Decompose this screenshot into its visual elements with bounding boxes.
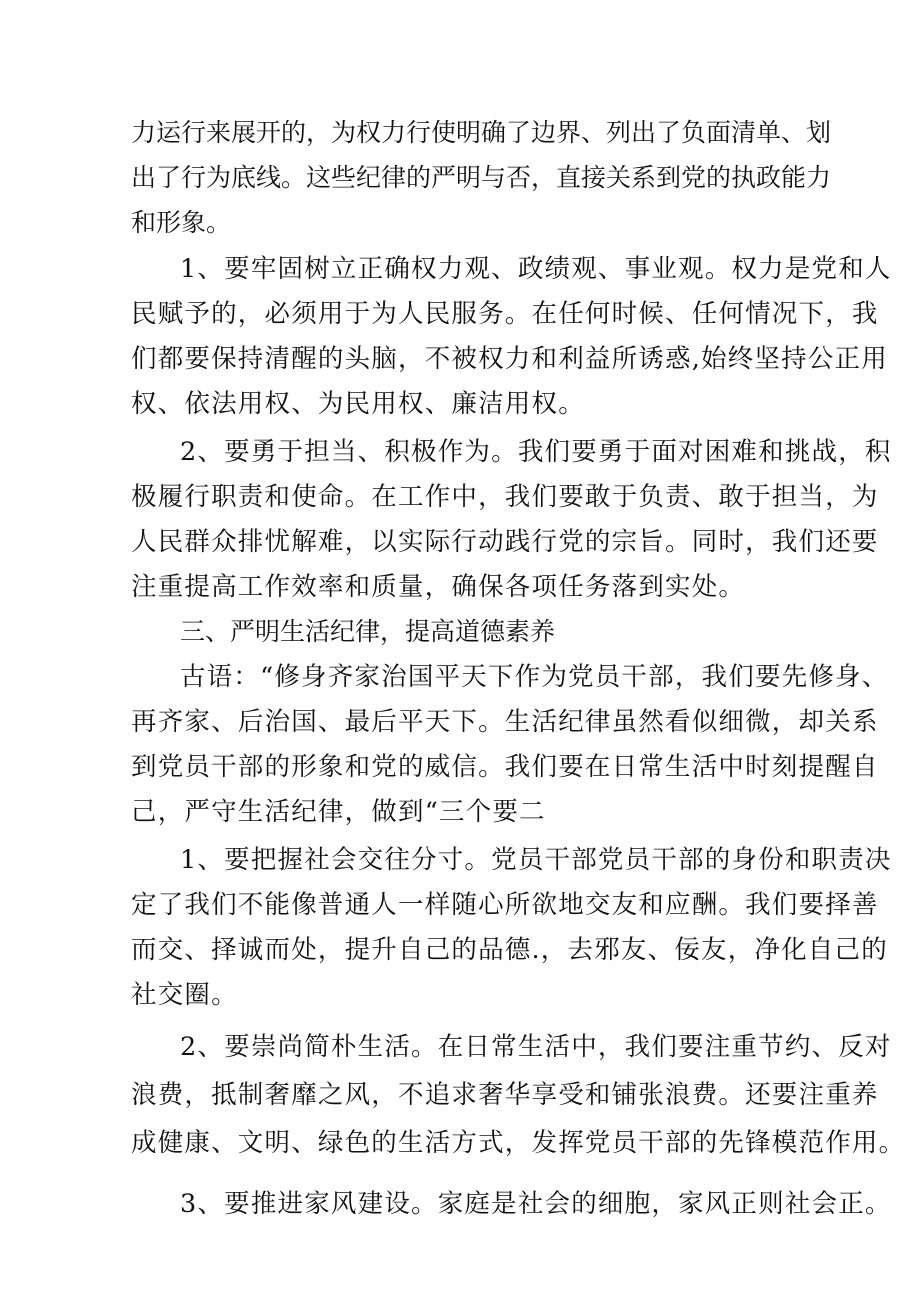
quote-line-4: 己，严守生活纪律，做到“三个要二 xyxy=(131,797,546,827)
duty-item-line-3: 人民群众排忧解难，以实际行动践行党的宗旨。同时，我们还要 xyxy=(131,527,879,557)
social-item-line-4: 社交圈。 xyxy=(131,980,238,1010)
family-item-line-1: 3、要推进家风建设。家庭是社会的细胞，家风正则社会正。 xyxy=(180,1189,892,1219)
simple-item-line-3: 成健康、文明、绿色的生活方式，发挥党员干部的先锋模范作用。 xyxy=(131,1128,906,1158)
simple-item-line-1: 2、要崇尚简朴生活。在日常生活中，我们要注重节约、反对 xyxy=(180,1032,892,1062)
quote-line-3: 到党员干部的形象和党的威信。我们要在日常生活中时刻提醒自 xyxy=(131,752,879,782)
power-item-line-4: 权、依法用权、为民用权、廉洁用权。 xyxy=(131,389,585,419)
social-item-line-3: 而交、择诚而处，提升自己的品德.，去邪友、佞友，净化自己的 xyxy=(131,935,888,965)
social-item-line-2: 定了我们不能像普通人一样随心所欲地交友和应酬。我们要择善 xyxy=(131,890,879,920)
intro-line-1: 力运行来展开的，为权力行使明确了边界、列出了负面清单、划 xyxy=(131,118,832,147)
section-three-heading: 三、严明生活纪律，提高道德素养 xyxy=(180,617,556,646)
simple-item-line-2: 浪费，抵制奢靡之风，不追求奢华享受和铺张浪费。还要注重养 xyxy=(131,1080,879,1110)
intro-line-3: 和形象。 xyxy=(131,208,232,237)
power-item-line-3: 们都要保持清醒的头脑，不被权力和利益所诱惑,始终坚持公正用 xyxy=(131,344,888,374)
social-item-line-1: 1、要把握社会交往分寸。党员干部党员干部的身份和职责决 xyxy=(180,845,892,875)
intro-line-2: 出了行为底线。这些纪律的严明与否，直接关系到党的执政能力 xyxy=(131,163,832,192)
duty-item-line-1: 2、要勇于担当、积极作为。我们要勇于面对困难和挑战，积 xyxy=(180,437,892,467)
duty-item-line-4: 注重提高工作效率和质量，确保各项任务落到实处。 xyxy=(131,572,746,602)
quote-line-2: 再齐家、后治国、最后平天下。生活纪律虽然看似细微，却关系 xyxy=(131,707,879,737)
quote-line-1: 古语：“修身齐家治国平天下作为党员干部，我们要先修身、 xyxy=(180,662,889,692)
duty-item-line-2: 极履行职责和使命。在工作中，我们要敢于负责、敢于担当，为 xyxy=(131,482,879,512)
power-item-line-1: 1、要牢固树立正确权力观、政绩观、事业观。权力是党和人 xyxy=(180,254,892,284)
power-item-line-2: 民赋予的，必须用于为人民服务。在任何时候、任何情况下，我 xyxy=(131,299,879,329)
